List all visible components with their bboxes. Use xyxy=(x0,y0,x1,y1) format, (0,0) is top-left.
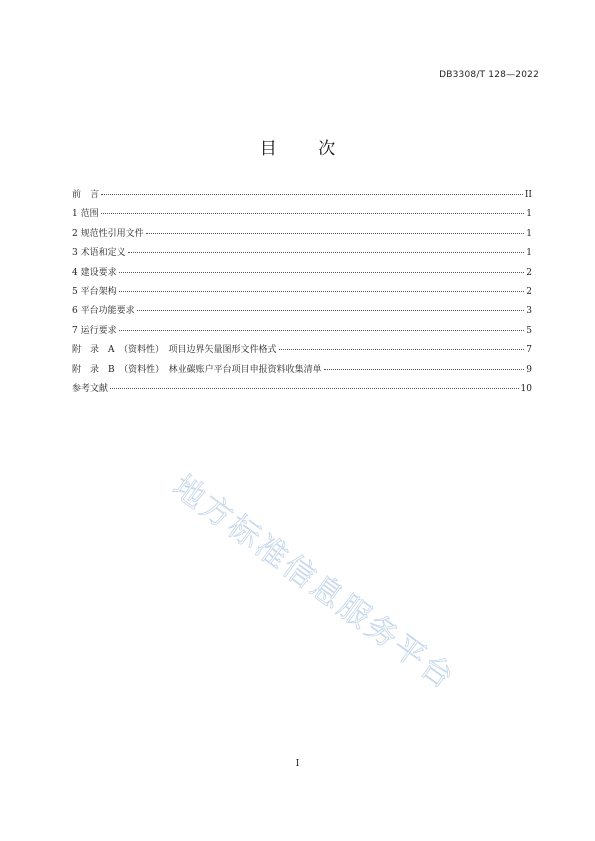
toc-entry-page: 9 xyxy=(526,364,532,375)
dot-leader xyxy=(279,349,525,350)
toc-entry-page: 5 xyxy=(526,325,532,336)
toc-entry-page: 3 xyxy=(526,306,532,317)
toc-entry-appendix-a[interactable] xyxy=(72,342,532,361)
toc-entry-label: 7 运行要求 xyxy=(72,325,117,336)
toc-entry-label: 附 录 A （资料性） 项目边界矢量图形文件格式 xyxy=(72,345,277,356)
document-code: DB3308/T 128—2022 xyxy=(439,70,539,80)
toc-entry-page: 2 xyxy=(526,286,532,297)
toc-entry-label: 1 范围 xyxy=(72,209,99,220)
toc-entry-page: 1 xyxy=(526,248,532,259)
dot-leader xyxy=(110,388,519,389)
toc-entry-page: 2 xyxy=(526,267,532,278)
toc-entry-label: 参考文献 xyxy=(72,383,109,394)
toc-entry-page: 7 xyxy=(526,345,532,356)
dot-leader xyxy=(119,291,525,292)
toc-entry-label: 前 言 xyxy=(72,190,100,200)
toc-entry-page: 1 xyxy=(526,228,532,239)
toc-entry-foreword[interactable] xyxy=(72,187,532,206)
toc-entry-label: 附 录 B （资料性） 林业碳账户平台项目申报资料收集清单 xyxy=(72,364,322,375)
toc-entry-page: 10 xyxy=(520,383,532,394)
table-of-contents xyxy=(72,187,532,400)
toc-entry-label: 4 建设要求 xyxy=(72,267,117,278)
watermark: 地方标准信息服务平台 xyxy=(165,468,463,698)
toc-entry-label: 5 平台架构 xyxy=(72,286,117,297)
toc-entry-operation-requirements[interactable] xyxy=(72,323,532,342)
toc-entry-scope[interactable] xyxy=(72,206,532,225)
dot-leader xyxy=(101,194,523,195)
toc-entry-appendix-b[interactable] xyxy=(72,362,532,381)
dot-leader xyxy=(146,233,525,234)
toc-entry-page: 1 xyxy=(526,209,532,220)
toc-entry-platform-functions[interactable] xyxy=(72,303,532,322)
toc-entry-normative-references[interactable] xyxy=(72,226,532,245)
dot-leader xyxy=(119,272,525,273)
toc-entry-platform-architecture[interactable] xyxy=(72,284,532,303)
dot-leader xyxy=(324,369,525,370)
toc-entry-label: 3 术语和定义 xyxy=(72,248,126,259)
dot-leader xyxy=(119,330,525,331)
toc-entry-page: II xyxy=(524,190,532,200)
toc-entry-construction-requirements[interactable] xyxy=(72,265,532,284)
toc-entry-terms-definitions[interactable] xyxy=(72,245,532,264)
toc-entry-label: 2 规范性引用文件 xyxy=(72,228,144,239)
dot-leader xyxy=(128,252,525,253)
dot-leader xyxy=(101,213,525,214)
dot-leader xyxy=(137,310,525,311)
toc-entry-label: 6 平台功能要求 xyxy=(72,306,135,317)
page-title: 目 次 xyxy=(259,139,354,159)
toc-entry-bibliography[interactable] xyxy=(72,381,532,400)
page-number: I xyxy=(295,759,300,769)
